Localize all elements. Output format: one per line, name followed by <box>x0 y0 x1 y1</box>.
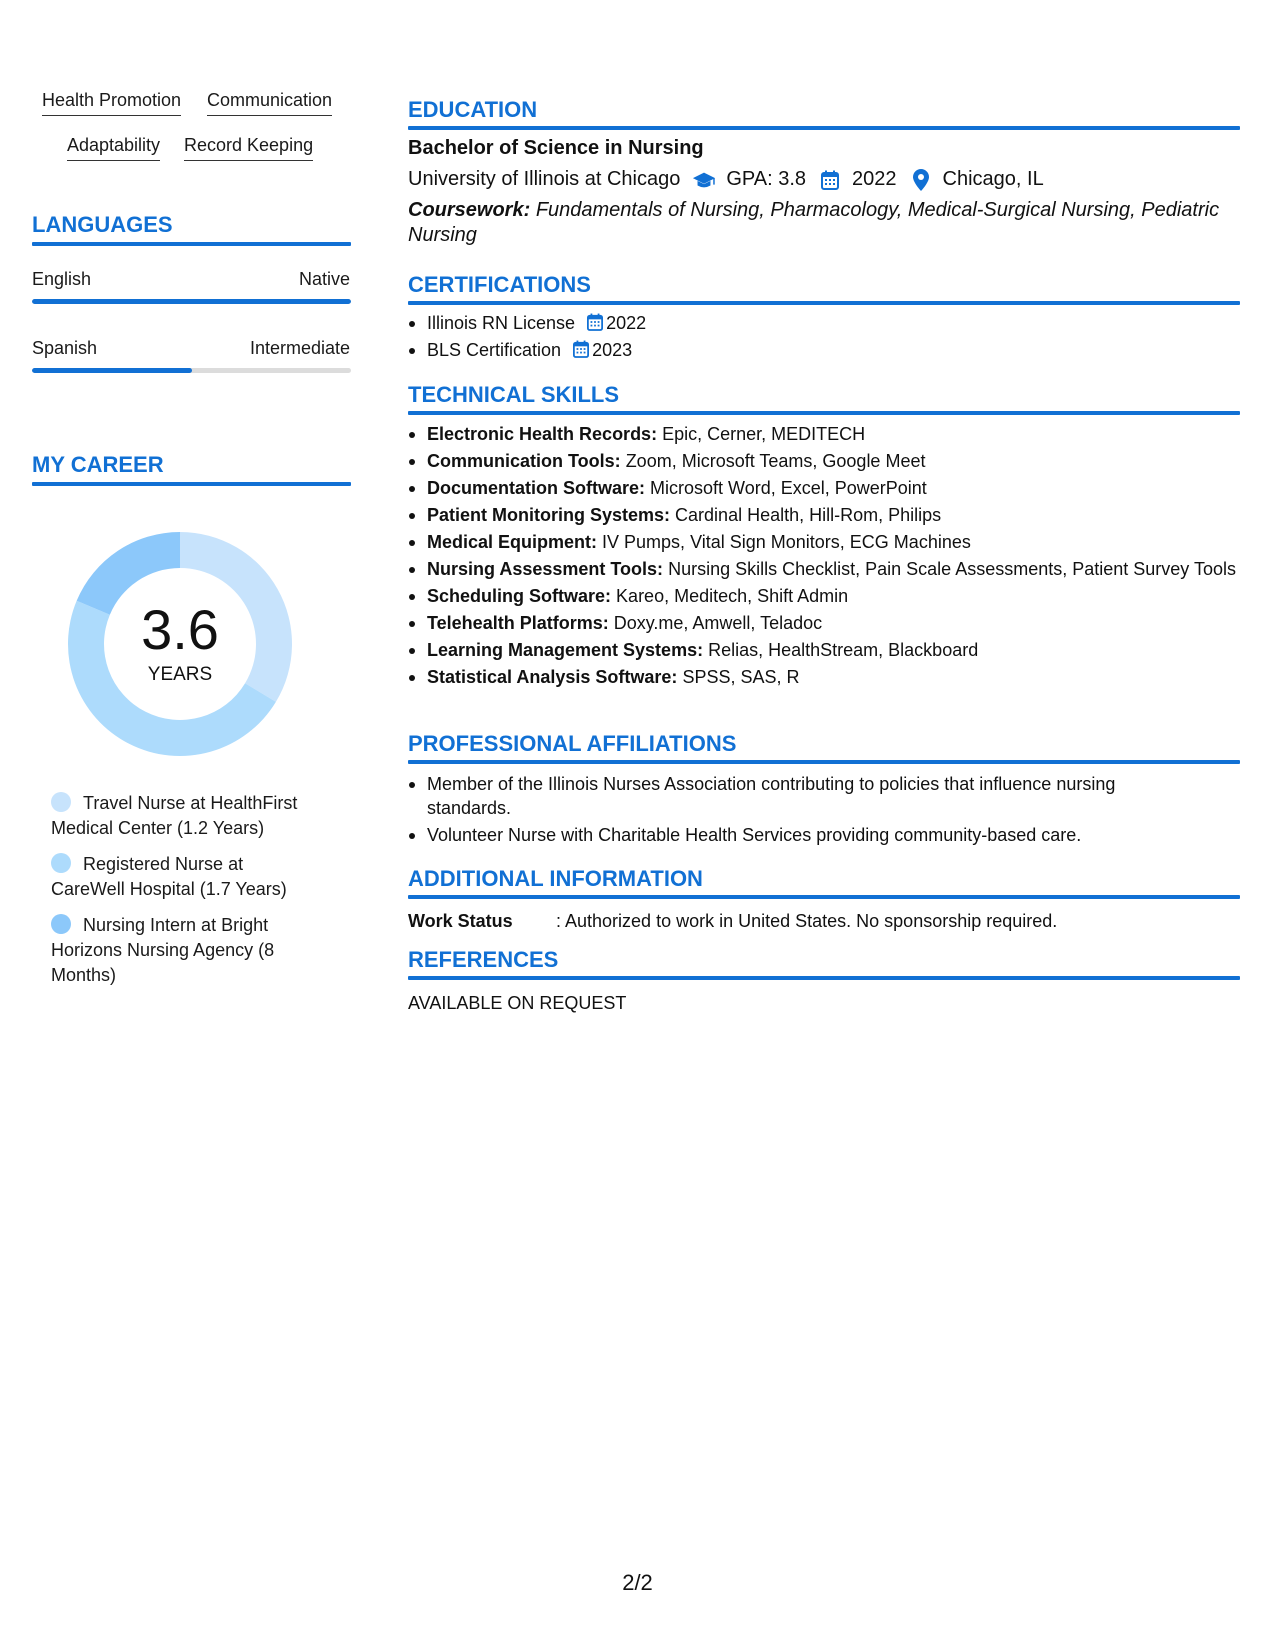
skill-tag: Adaptability <box>67 135 160 161</box>
career-total-unit: YEARS <box>147 664 213 685</box>
career-legend-label: Travel Nurse at HealthFirst Medical Center (1.2 Years) <box>51 793 298 838</box>
skill-values: Cardinal Health, Hill-Rom, Philips <box>675 505 942 525</box>
language-bar <box>32 368 351 373</box>
section-divider <box>32 242 351 246</box>
certifications-list <box>408 311 646 362</box>
coursework <box>408 198 1243 248</box>
skill-category: Documentation Software: <box>427 478 646 498</box>
skill-category: Communication Tools: <box>427 451 621 471</box>
language-bar-fill <box>32 299 351 304</box>
list-item <box>408 665 1238 689</box>
education-heading: EDUCATION <box>408 97 538 122</box>
language-bar <box>32 299 351 304</box>
work-status-value: : Authorized to work in United States. No sponsorship required. <box>556 911 1058 931</box>
skill-values: Doxy.me, Amwell, Teladoc <box>613 613 823 633</box>
skill-values: Nursing Skills Checklist, Pain Scale Assessments, Patient Survey Tools <box>668 559 1236 579</box>
references-text: AVAILABLE ON REQUEST <box>408 993 627 1013</box>
work-status-label: Work Status <box>408 911 513 931</box>
certification-year: 2022 <box>606 313 647 333</box>
list-item <box>408 584 1238 608</box>
language-name: Spanish <box>32 338 98 358</box>
graduation-cap-icon <box>692 169 716 191</box>
section-divider <box>408 976 1240 980</box>
technical-skills-list <box>408 422 1238 689</box>
section-divider <box>408 301 1240 305</box>
certifications-heading: CERTIFICATIONS <box>408 272 591 297</box>
gpa: GPA: 3.8 <box>726 168 807 190</box>
skill-tag: Record Keeping <box>184 135 313 161</box>
school-name: University of Illinois at Chicago <box>408 168 681 190</box>
list-item <box>408 611 1238 635</box>
career-heading: MY CAREER <box>32 452 164 477</box>
career-legend-item <box>51 913 313 988</box>
list-item <box>408 557 1238 581</box>
skill-values: IV Pumps, Vital Sign Monitors, ECG Machines <box>602 532 971 552</box>
certification-year: 2023 <box>592 340 633 360</box>
certification-name: Illinois RN License <box>427 313 576 333</box>
list-item: Volunteer Nurse with Charitable Health Services providing community-based care. <box>408 823 1168 847</box>
career-total-value: 3.6 <box>141 598 219 661</box>
references-heading: REFERENCES <box>408 947 559 972</box>
career-legend-label: Nursing Intern at Bright Horizons Nursing Agency (8 Months) <box>51 915 275 985</box>
additional-info-heading: ADDITIONAL INFORMATION <box>408 866 703 891</box>
education-details <box>408 168 1044 191</box>
list-item <box>408 530 1238 554</box>
list-item <box>408 638 1238 662</box>
list-item <box>408 449 1238 473</box>
affiliations-list <box>408 772 1168 847</box>
school-location: Chicago, IL <box>942 168 1044 190</box>
career-donut-chart <box>66 530 294 758</box>
skill-category: Nursing Assessment Tools: <box>427 559 664 579</box>
list-item <box>408 338 646 362</box>
skill-values: Microsoft Word, Excel, PowerPoint <box>650 478 927 498</box>
skill-category: Medical Equipment: <box>427 532 598 552</box>
skill-category: Patient Monitoring Systems: <box>427 505 671 525</box>
technical-skills-heading: TECHNICAL SKILLS <box>408 382 620 407</box>
career-legend-item <box>51 791 313 841</box>
degree-title: Bachelor of Science in Nursing <box>408 137 704 159</box>
skill-category: Learning Management Systems: <box>427 640 704 660</box>
section-divider <box>408 760 1240 764</box>
calendar-icon <box>818 169 842 191</box>
list-item <box>408 311 646 335</box>
language-level: Native <box>298 269 350 289</box>
section-divider <box>32 482 351 486</box>
section-divider <box>408 126 1240 130</box>
coursework-list: Fundamentals of Nursing, Pharmacology, Medical-Surgical Nursing, Pediatric Nursing <box>408 199 1220 246</box>
list-item <box>408 476 1238 500</box>
languages-heading: LANGUAGES <box>32 212 173 237</box>
skill-values: Epic, Cerner, MEDITECH <box>662 424 866 444</box>
skill-category: Electronic Health Records: <box>427 424 658 444</box>
skill-values: Relias, HealthStream, Blackboard <box>708 640 979 660</box>
list-item <box>408 422 1238 446</box>
career-legend-label: Registered Nurse at CareWell Hospital (1.7 Years) <box>51 854 287 899</box>
legend-dot <box>51 914 71 934</box>
list-item: Member of the Illinois Nurses Association contributing to policies that influence nursing standards. <box>408 772 1168 820</box>
page-number: 2/2 <box>622 1570 653 1595</box>
skill-values: SPSS, SAS, R <box>682 667 800 687</box>
calendar-icon <box>587 313 603 331</box>
coursework-label: Coursework: <box>408 199 531 221</box>
certification-name: BLS Certification <box>427 340 562 360</box>
language-name: English <box>32 269 92 289</box>
language-bar-fill <box>32 368 192 373</box>
legend-dot <box>51 792 71 812</box>
section-divider <box>408 411 1240 415</box>
skill-tag: Communication <box>207 90 332 116</box>
legend-dot <box>51 853 71 873</box>
skill-category: Statistical Analysis Software: <box>427 667 678 687</box>
skill-tag: Health Promotion <box>42 90 181 116</box>
skill-category: Scheduling Software: <box>427 586 612 606</box>
language-level: Intermediate <box>249 338 350 358</box>
skill-values: Kareo, Meditech, Shift Admin <box>616 586 849 606</box>
calendar-icon <box>573 340 589 358</box>
career-legend-item <box>51 852 313 902</box>
section-divider <box>408 895 1240 899</box>
graduation-year: 2022 <box>852 168 897 190</box>
skill-category: Telehealth Platforms: <box>427 613 609 633</box>
location-pin-icon <box>909 169 933 191</box>
skill-values: Zoom, Microsoft Teams, Google Meet <box>625 451 926 471</box>
affiliations-heading: PROFESSIONAL AFFILIATIONS <box>408 731 737 756</box>
list-item <box>408 503 1238 527</box>
